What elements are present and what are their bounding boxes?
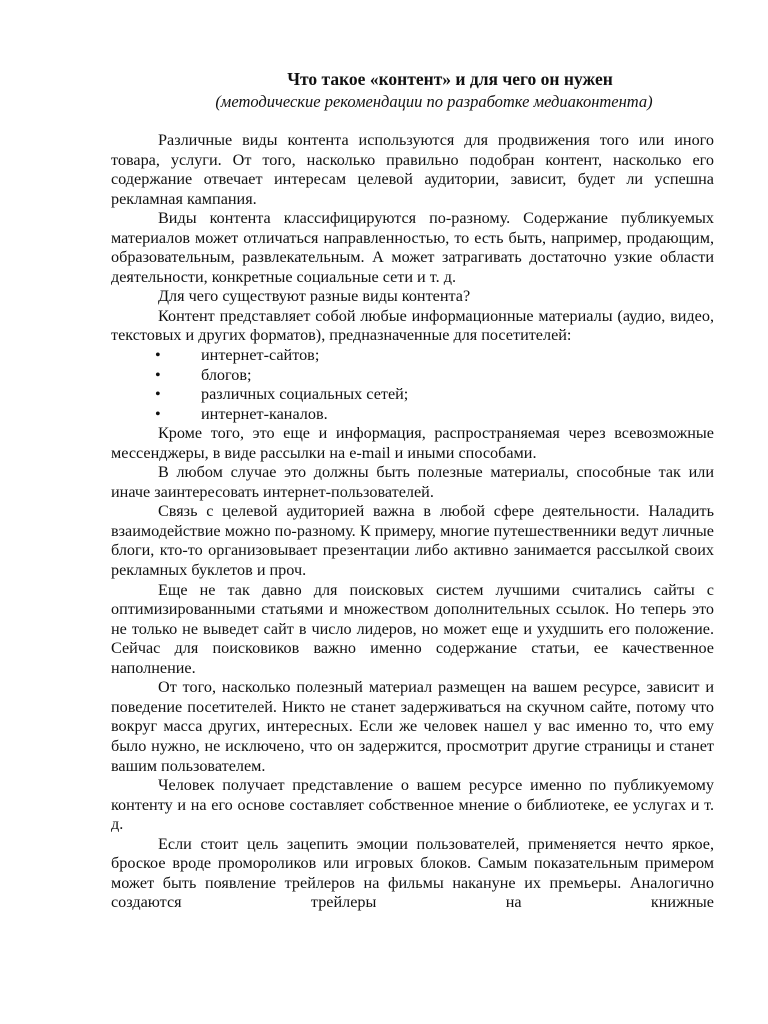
- bullet-icon: •: [155, 404, 161, 423]
- paragraph: Связь с целевой аудиторией важна в любой сфере деятельности. Наладить взаимодействие можно по-разному. К примеру, многие путешественники ведут личные блоги, кто-то организовывает презентации либо активно занимается рассылкой своих рекламных буклетов и проч.: [111, 502, 714, 580]
- bullet-list: [111, 346, 714, 424]
- list-item-text: блогов;: [201, 365, 252, 384]
- list-item-text: различных социальных сетей;: [201, 385, 409, 404]
- bullet-icon: •: [155, 385, 161, 404]
- paragraph: Виды контента классифицируются по-разному. Содержание публикуемых материалов может отличаться направленностью, то есть быть, например, продающим, образовательным, развлекательным. А может затрагивать достаточно узкие области деятельности, конкретные социальные сети и т. д.: [111, 209, 714, 286]
- paragraph: Человек получает представление о вашем ресурсе именно по публикуемому контенту и на его основе составляет собственное мнение о библиотеке, ее услугах и т. д.: [111, 776, 714, 834]
- list-item-text: интернет-каналов.: [201, 404, 328, 423]
- paragraph: В любом случае это должны быть полезные материалы, способные так или иначе заинтересовать интернет-пользователей.: [111, 463, 714, 501]
- paragraph: От того, насколько полезный материал размещен на вашем ресурсе, зависит и поведение посетителей. Никто не станет задерживаться на скучном сайте, потому что вокруг масса других, интересных. Если же человек нашел у вас именно то, что ему было нужно, не исключено, что он задержится, просмотрит другие страницы и станет вашим пользователем.: [111, 678, 714, 775]
- list-item: [111, 385, 714, 405]
- paragraph: Различные виды контента используются для продвижения того или иного товара, услуги. От того, насколько правильно подобран контент, насколько его содержание отвечает интересам целевой аудитории, зависит, будет ли успешна рекламная кампания.: [111, 131, 714, 208]
- bullet-icon: •: [155, 346, 161, 365]
- list-item: [111, 346, 714, 366]
- paragraph: Еще не так давно для поисковых систем лучшими считались сайты с оптимизированными статьями и множеством дополнительных ссылок. Но теперь это не только не выведет сайт в число лидеров, но может еще и ухудшить его положение. Сейчас для поисковиков важно именно содержание статьи, ее качественное наполнение.: [111, 580, 714, 677]
- document-body: [111, 131, 714, 913]
- list-item-text: интернет-сайтов;: [201, 346, 320, 365]
- list-item: [111, 405, 714, 425]
- list-item: [111, 366, 714, 386]
- document-title: Что такое «контент» и для чего он нужен: [287, 69, 613, 89]
- paragraph: Для чего существуют разные виды контента?: [158, 287, 471, 306]
- paragraph-continued: Если стоит цель зацепить эмоции пользователей, применяется нечто яркое, броское вроде промороликов или игровых блоков. Самым показательным примером может быть появление трейлеров на фильмы накануне их премьеры. Аналогично создаются трейлеры на книжные: [111, 834, 714, 912]
- bullet-icon: •: [155, 365, 161, 384]
- document-subtitle: (методические рекомендации по разработке медиаконтента): [215, 92, 653, 111]
- paragraph: Контент представляет собой любые информационные материалы (аудио, видео, текстовых и других форматов), предназначенные для посетителей:: [111, 306, 714, 345]
- paragraph: Кроме того, это еще и информация, распространяемая через всевозможные мессенджеры, в виде рассылки на e-mail и иными способами.: [111, 424, 714, 462]
